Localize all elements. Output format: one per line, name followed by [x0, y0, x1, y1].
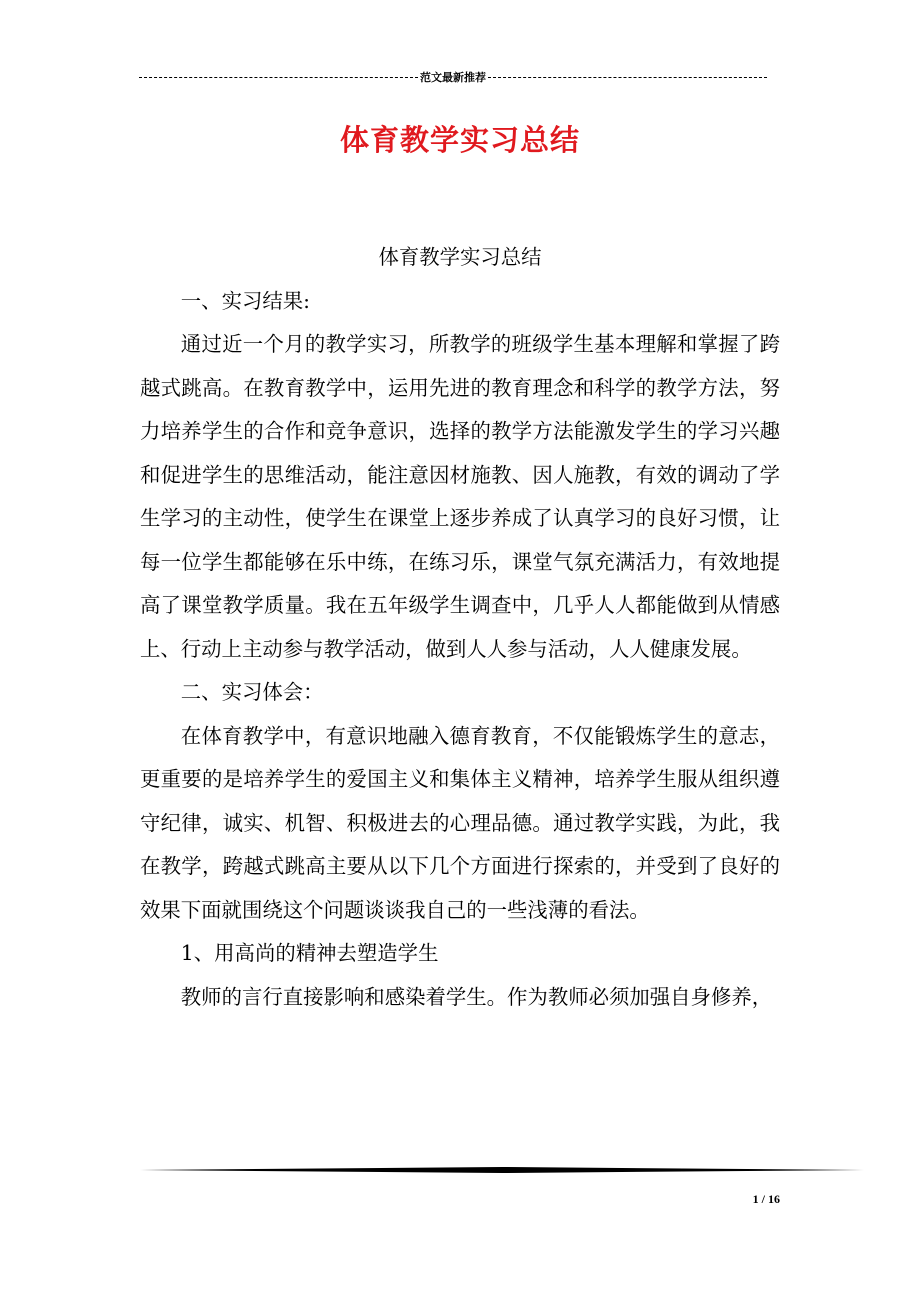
- header-label: 范文最新推荐: [420, 71, 486, 84]
- subtitle: 体育教学实习总结: [378, 245, 542, 269]
- header-dash-left: [139, 77, 418, 78]
- section-heading-experience: 二、实习体会：: [180, 680, 324, 704]
- page-number: 1 / 16: [752, 1192, 780, 1206]
- page-header: [139, 68, 767, 86]
- paragraph-experience: 在体育教学中，有意识地融入德育教育，不仅能锻炼学生的意志，更重要的是培养学生的爱国主义和集体主义精神，培养学生服从组织遵守纪律，诚实、机智、积极进去的心理品德。通过教学实践，为此，我在教学，跨越式跳高主要从以下几个方面进行探索的，并受到了良好的效果下面就围绕这个问题谈谈我自己的一些浅薄的看法。: [140, 723, 780, 922]
- header-dash-right: [488, 77, 767, 78]
- subsection-heading-1: 1、用高尚的精神去塑造学生: [180, 941, 439, 965]
- document-title: 体育教学实习总结: [339, 123, 580, 157]
- footer-rule: [140, 1167, 864, 1173]
- section-heading-results: 一、实习结果:: [180, 288, 311, 313]
- paragraph-teacher: 教师的言行直接影响和感染着学生。作为教师必须加强自身修养，: [180, 984, 773, 1009]
- paragraph-results: 通过近一个月的教学实习，所教学的班级学生基本理解和掌握了跨越式跳高。在教育教学中，运用先进的教育理念和科学的教学方法，努力培养学生的合作和竞争意识，选择的教学方法能激发学生的学习兴趣和促进学生的思维活动，能注意因材施教、因人施教，有效的调动了学生学习的主动性，使学生在课堂上逐步养成了认真学习的良好习惯，让每一位学生都能够在乐中练，在练习乐，课堂气氛充满活力，有效地提高了课堂教学质量。我在五年级学生调查中，几乎人人都能做到从情感上、行动上主动参与教学活动，做到人人参与活动，人人健康发展。: [140, 332, 780, 661]
- document-body: [140, 236, 780, 1019]
